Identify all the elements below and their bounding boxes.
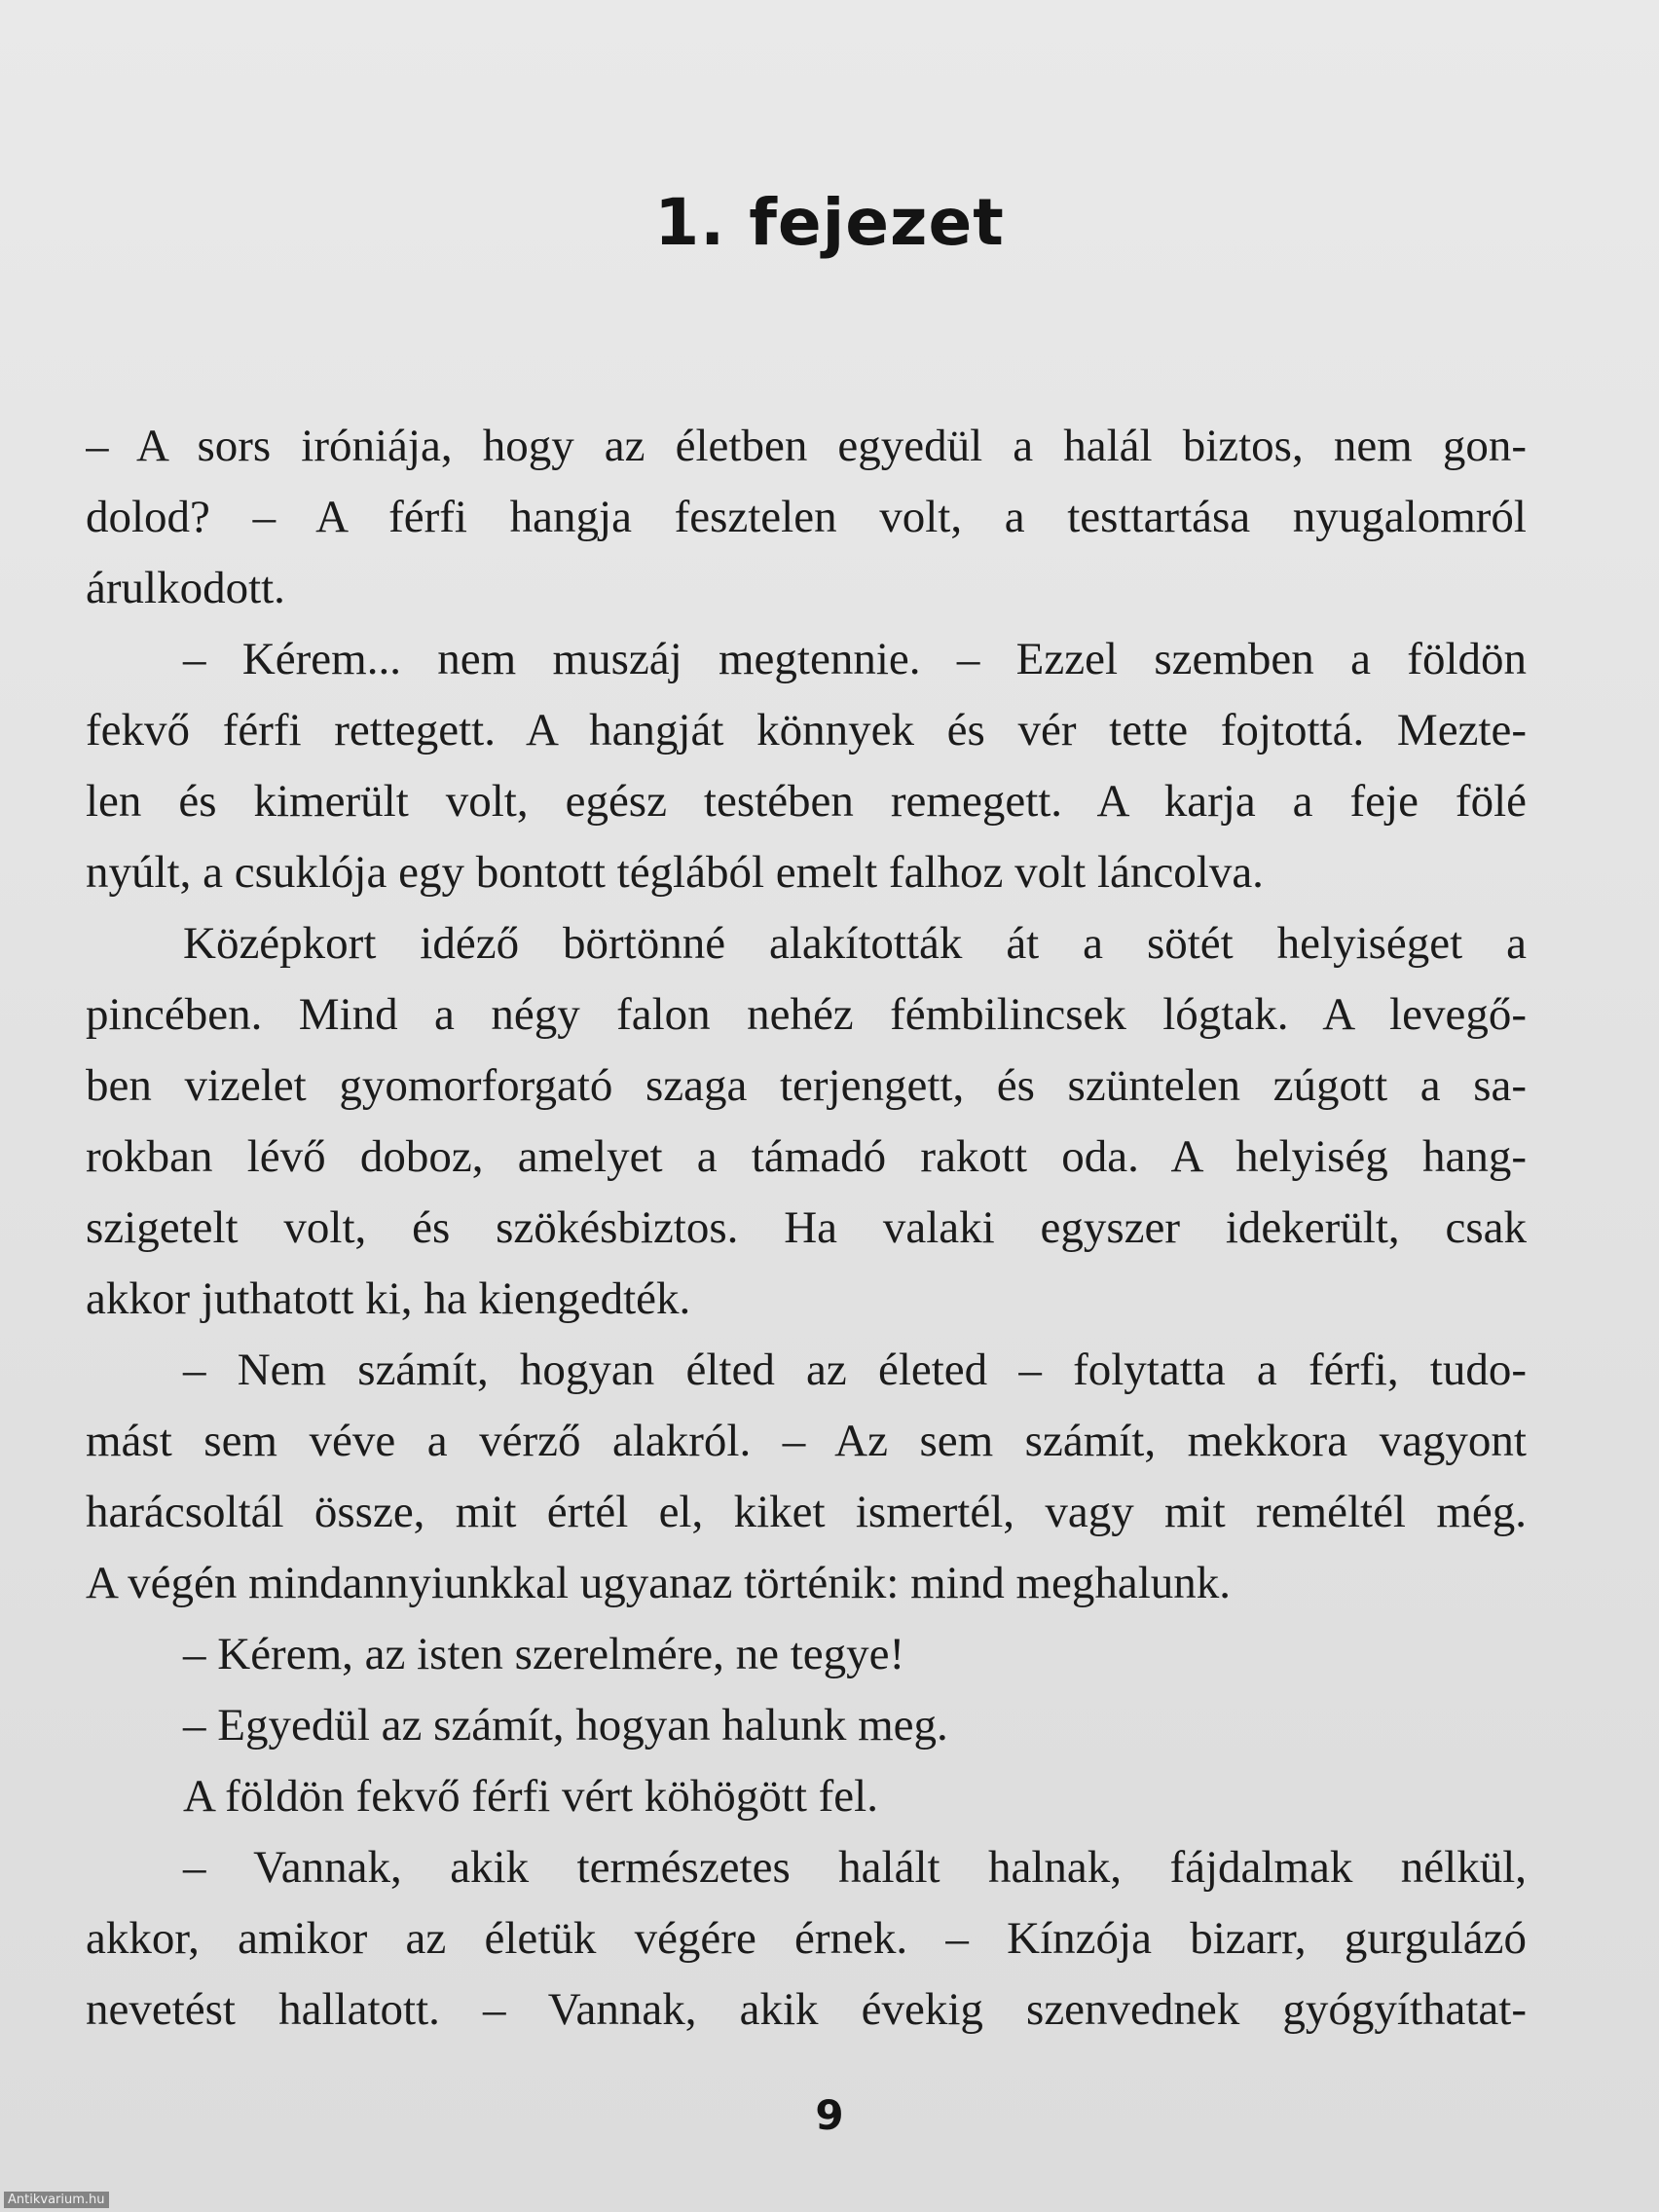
text-line: akkor, amikor az életük végére érnek. – Kínzója bizarr, gurgulázó	[86, 1913, 1527, 1964]
text-line: A végén mindannyiunkkal ugyanaz történik: mind meghalunk.	[86, 1558, 1232, 1608]
text-line: pincében. Mind a négy falon nehéz fémbilincsek lógtak. A levegő-	[86, 989, 1527, 1040]
text-line: A földön fekvő férfi vért köhögött fel.	[183, 1771, 878, 1822]
text-line: ben vizelet gyomorforgató szaga terjengett, és szüntelen zúgott a sa-	[86, 1060, 1527, 1111]
text-line: árulkodott.	[86, 563, 285, 613]
text-line: fekvő férfi rettegett. A hangját könnyek és vér tette fojtottá. Mezte-	[86, 705, 1527, 756]
text-line: len és kimerült volt, egész testében remegett. A karja a feje fölé	[86, 776, 1527, 827]
text-line: rokban lévő doboz, amelyet a támadó rakott oda. A helyiség hang-	[86, 1131, 1527, 1182]
text-line: dolod? – A férfi hangja fesztelen volt, a testtartása nyugalomról	[86, 492, 1527, 542]
watermark: Antikvarium.hu	[4, 2192, 109, 2208]
text-line: – Vannak, akik természetes halált halnak, fájdalmak nélkül,	[183, 1842, 1527, 1893]
text-line: mást sem véve a vérző alakról. – Az sem számít, mekkora vagyont	[86, 1416, 1527, 1466]
text-line: harácsoltál össze, mit értél el, kiket ismertél, vagy mit reméltél még.	[86, 1487, 1527, 1537]
text-line: – Kérem... nem muszáj megtennie. – Ezzel szemben a földön	[183, 634, 1527, 684]
text-line: nevetést hallatott. – Vannak, akik évekig szenvednek gyógyíthatat-	[86, 1984, 1527, 2035]
text-line: – Kérem, az isten szerelmére, ne tegye!	[183, 1629, 905, 1679]
chapter-title: 1. fejezet	[654, 185, 1005, 260]
text-line: – A sors iróniája, hogy az életben egyedül a halál biztos, nem gon-	[86, 421, 1527, 471]
text-line: – Nem számít, hogyan élted az életed – folytatta a férfi, tudo-	[183, 1345, 1527, 1395]
text-line: – Egyedül az számít, hogyan halunk meg.	[183, 1700, 948, 1751]
text-line: nyúlt, a csuklója egy bontott téglából emelt falhoz volt láncolva.	[86, 847, 1264, 898]
text-line: Középkort idéző börtönné alakították át a sötét helyiséget a	[183, 918, 1527, 969]
text-line: szigetelt volt, és szökésbiztos. Ha valaki egyszer idekerült, csak	[86, 1202, 1527, 1253]
page-number: 9	[815, 2091, 844, 2139]
body-text	[86, 411, 1527, 2046]
text-line: akkor juthatott ki, ha kiengedték.	[86, 1273, 691, 1324]
